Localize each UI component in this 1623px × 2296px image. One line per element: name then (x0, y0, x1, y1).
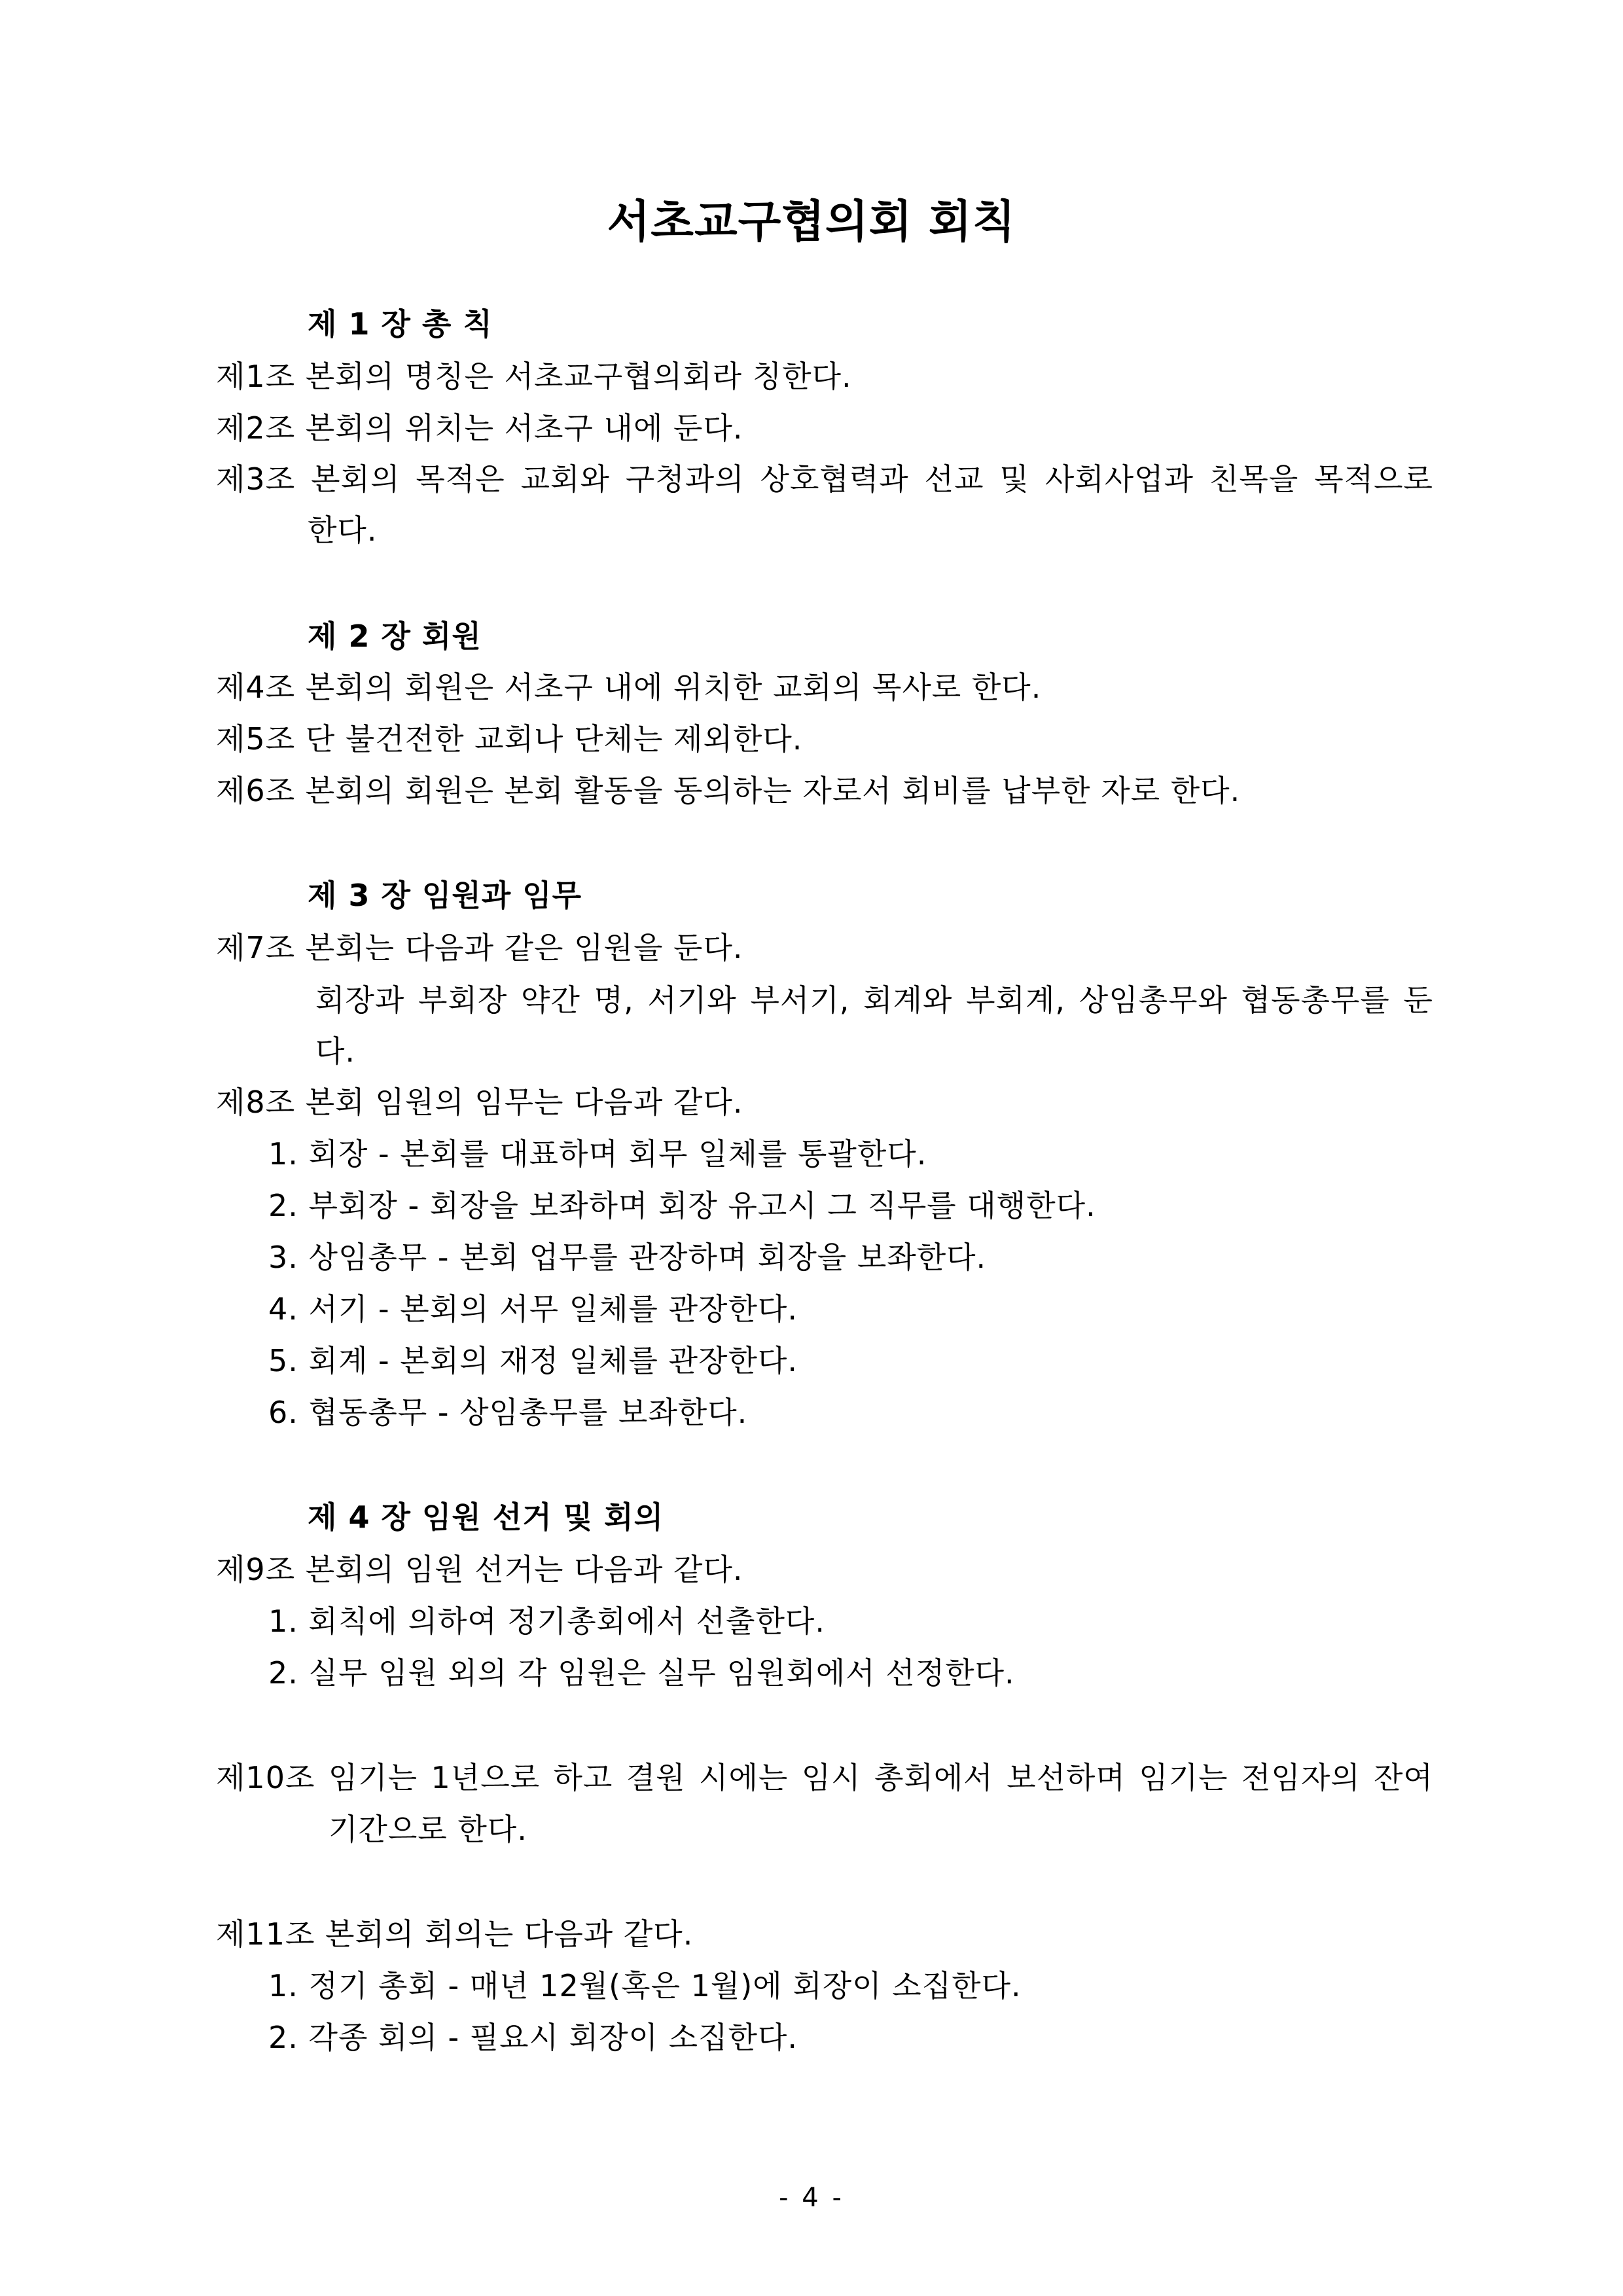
article-11: 제11조 본회의 회의는 다음과 같다. (216, 1916, 694, 1952)
article-10: 제10조 임기는 1년으로 하고 결원 시에는 임시 총회에서 보선하며 임기는 전임자의 잔여 (216, 1760, 1433, 1795)
chapter-heading: 제 2 장 회원 (308, 619, 482, 654)
chapter-heading: 제 1 장 총 칙 (308, 306, 493, 342)
article-7-officers: 회장과 부회장 약간 명, 서기와 부서기, 회계와 부회계, 상임총무와 협동총무를 둔 (315, 982, 1433, 1018)
list-item: 1. 회칙에 의하여 정기총회에서 선출한다. (268, 1604, 825, 1639)
list-item: 5. 회계 - 본회의 재정 일체를 관장한다. (268, 1343, 798, 1378)
list-item: 4. 서기 - 본회의 서무 일체를 관장한다. (268, 1291, 798, 1327)
document-title: 서초교구협의회 회칙 (607, 196, 1016, 248)
list-item: 1. 정기 총회 - 매년 12월(혹은 1월)에 회장이 소집한다. (268, 1968, 1022, 2003)
chapter-heading: 제 4 장 임원 선거 및 회의 (308, 1499, 664, 1535)
article-10-continuation: 기간으로 한다. (329, 1812, 527, 1847)
list-item: 6. 협동총무 - 상임총무를 보좌한다. (268, 1395, 748, 1430)
article-7: 제7조 본회는 다음과 같은 임원을 둔다. (216, 930, 743, 965)
chapter-heading: 제 3 장 임원과 임무 (308, 878, 582, 913)
article-1: 제1조 본회의 명칭은 서초교구협의회라 칭한다. (216, 359, 852, 394)
article-5: 제5조 단 불건전한 교회나 단체는 제외한다. (216, 721, 803, 757)
article-4: 제4조 본회의 회원은 서초구 내에 위치한 교회의 목사로 한다. (216, 670, 1042, 705)
list-item: 2. 실무 임원 외의 각 임원은 실무 임원회에서 선정한다. (268, 1655, 1015, 1691)
list-item: 1. 회장 - 본회를 대표하며 회무 일체를 통괄한다. (268, 1136, 927, 1172)
article-6: 제6조 본회의 회원은 본회 활동을 동의하는 자로서 회비를 납부한 자로 한다. (216, 773, 1241, 808)
list-item: 3. 상임총무 - 본회 업무를 관장하며 회장을 보좌한다. (268, 1240, 987, 1275)
list-item: 2. 부회장 - 회장을 보좌하며 회장 유고시 그 직무를 대행한다. (268, 1188, 1096, 1223)
article-3: 제3조 본회의 목적은 교회와 구청과의 상호협력과 선교 및 사회사업과 친목을 목적으로 (216, 461, 1433, 497)
list-item: 2. 각종 회의 - 필요시 회장이 소집한다. (268, 2020, 798, 2055)
page-number: - 4 - (779, 2183, 844, 2213)
article-3-continuation: 한다. (308, 512, 378, 548)
article-2: 제2조 본회의 위치는 서초구 내에 둔다. (216, 410, 743, 446)
article-8: 제8조 본회 임원의 임무는 다음과 같다. (216, 1085, 743, 1120)
article-9: 제9조 본회의 임원 선거는 다음과 같다. (216, 1552, 743, 1587)
article-7-officers-continuation: 다. (315, 1033, 356, 1069)
